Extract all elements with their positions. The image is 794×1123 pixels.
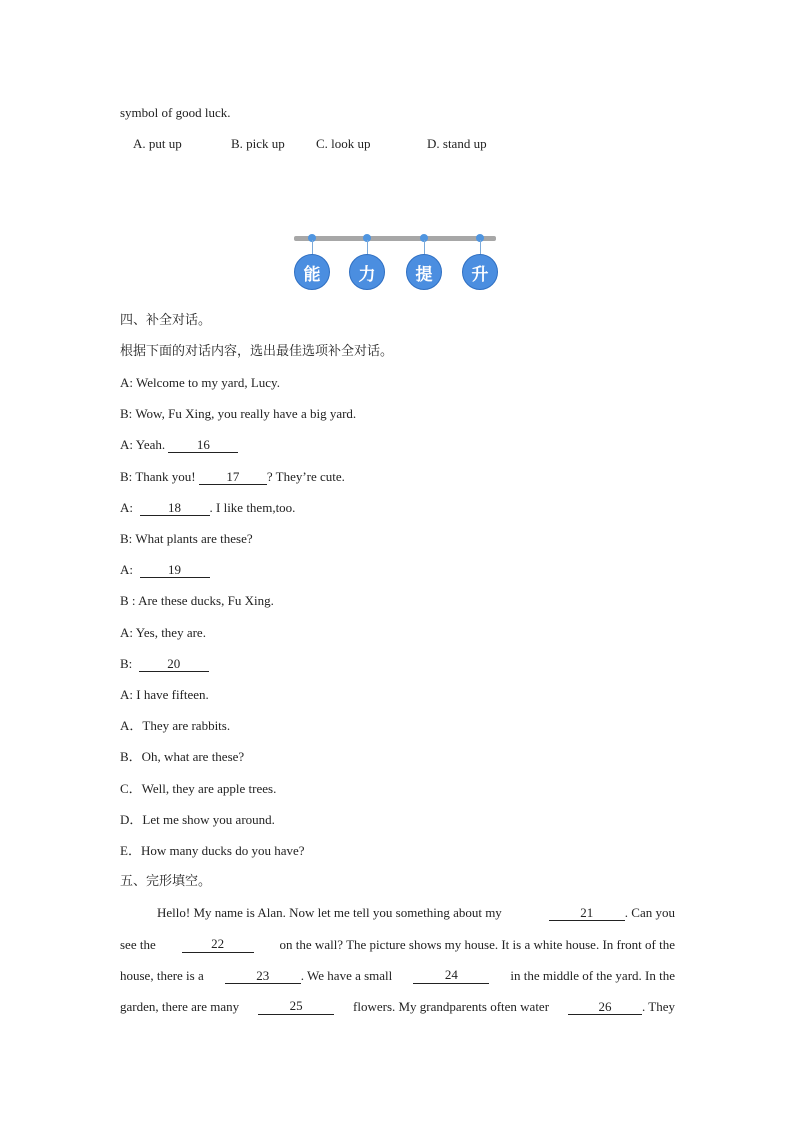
section-heading: 四、补全对话。 bbox=[120, 313, 212, 328]
banner-char: 升 bbox=[462, 254, 498, 290]
cloze-line: see the 22 on the wall? The picture shows my house. It is a white house. In front of the bbox=[120, 936, 675, 952]
dialogue-line: B: 20 bbox=[120, 656, 209, 672]
dialogue-line: B: Wow, Fu Xing, you really have a big yard. bbox=[120, 406, 357, 421]
choice-option: B．Oh, what are these? bbox=[120, 749, 245, 764]
answer-blank: 20 bbox=[139, 657, 209, 672]
cloze-line: house, there is a 23 . We have a small 24 in the middle of the yard. In the bbox=[120, 967, 675, 983]
dialogue-line: B : Are these ducks, Fu Xing. bbox=[120, 593, 274, 608]
cloze-line: Hello! My name is Alan. Now let me tell you something about my 21 . Can you bbox=[157, 905, 675, 920]
cloze-blank: 26 bbox=[568, 1000, 642, 1015]
question-text: symbol of good luck. bbox=[120, 105, 231, 120]
cloze-blank: 21 bbox=[549, 906, 625, 921]
option-d: D. stand up bbox=[427, 136, 487, 151]
dialogue-line: A: I have fifteen. bbox=[120, 687, 209, 702]
banner-char: 能 bbox=[294, 254, 330, 290]
choice-option: C．Well, they are apple trees. bbox=[120, 781, 277, 796]
cloze-blank: 24 bbox=[413, 968, 489, 984]
section-instruction: 根据下面的对话内容，选出最佳选项补全对话。 bbox=[120, 344, 394, 359]
section-heading: 五、完形填空。 bbox=[120, 874, 212, 889]
dialogue-line: A: 18 . I like them,too. bbox=[120, 500, 296, 515]
banner-char: 力 bbox=[349, 254, 385, 290]
dialogue-line: B: Thank you! 17 ? They’re cute. bbox=[120, 469, 345, 484]
answer-blank: 19 bbox=[140, 563, 210, 578]
dialogue-line: A: Welcome to my yard, Lucy. bbox=[120, 375, 280, 390]
choice-option: D．Let me show you around. bbox=[120, 812, 275, 827]
dialogue-line: A: Yeah. 16 bbox=[120, 437, 238, 453]
cloze-blank: 25 bbox=[258, 999, 334, 1015]
dialogue-line: A: Yes, they are. bbox=[120, 625, 206, 640]
answer-blank: 18 bbox=[140, 501, 210, 516]
choice-option: E．How many ducks do you have? bbox=[120, 843, 305, 858]
answer-blank: 16 bbox=[168, 438, 238, 453]
banner-char: 提 bbox=[406, 254, 442, 290]
ability-banner bbox=[294, 232, 496, 292]
answer-blank: 17 bbox=[199, 470, 267, 485]
cloze-blank: 23 bbox=[225, 969, 301, 984]
cloze-line: garden, there are many 25 flowers. My grandparents often water 26 . They bbox=[120, 998, 675, 1014]
dialogue-line: B: What plants are these? bbox=[120, 531, 253, 546]
option-c: C. look up bbox=[316, 136, 371, 151]
dialogue-line: A: 19 bbox=[120, 562, 210, 578]
option-a: A. put up bbox=[133, 136, 182, 151]
banner-bar bbox=[294, 236, 496, 241]
option-b: B. pick up bbox=[231, 136, 285, 151]
cloze-blank: 22 bbox=[182, 937, 254, 953]
choice-option: A．They are rabbits. bbox=[120, 718, 231, 733]
